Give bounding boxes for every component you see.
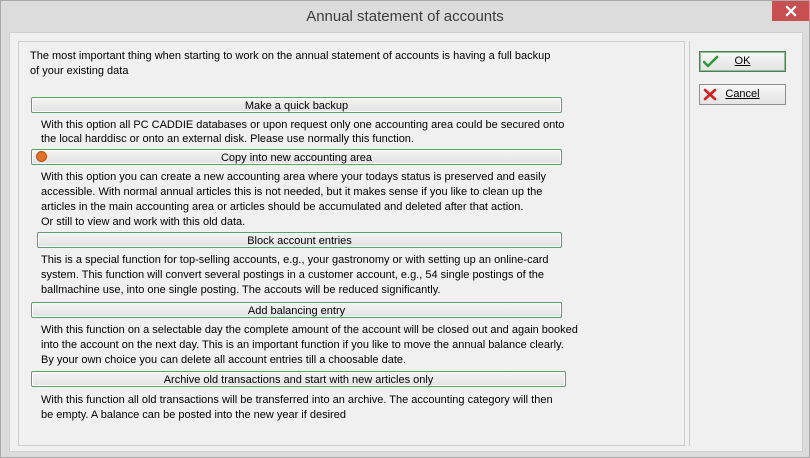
section-text: ballmachine use, into one single posting. The accouts will be reduced significantly.: [41, 284, 441, 296]
section-text: With this function on a selectable day the complete amount of the account will be closed out and again booked: [41, 324, 578, 336]
intro-line-2: of your existing data: [30, 65, 129, 77]
copy-accounting-area-label: Copy into new accounting area: [220, 152, 373, 164]
section-text: system. This function will convert several postings in a customer account, e.g., 54 single postings of the: [41, 269, 544, 281]
section-text: into the account on the next day. This is an important function if you like to move the annual balance clearly.: [41, 339, 564, 351]
cancel-button[interactable]: [699, 84, 786, 105]
panel-divider: [689, 41, 690, 446]
window-title: Annual statement of accounts: [306, 8, 504, 25]
block-account-entries-button[interactable]: Block account entries: [37, 232, 562, 248]
section-text: the local harddisc or onto an external disk. Please use normally this function.: [41, 133, 414, 145]
archive-transactions-button[interactable]: Archive old transactions and start with new articles only: [31, 371, 566, 387]
section-text: With this function all old transactions will be transferred into an archive. The accounting category will then: [41, 394, 553, 406]
title-bar[interactable]: [1, 1, 809, 32]
copy-accounting-area-button[interactable]: [31, 149, 562, 165]
section-text: articles in the main accounting area or articles should be accumulated and deleted after that action.: [41, 201, 524, 213]
section-text: be empty. A balance can be posted into the new year if desired: [41, 409, 346, 421]
section-text: Or still to view and work with this old data.: [41, 216, 246, 228]
section-text: With this option all PC CADDIE databases or upon request only one accounting area could be secured onto: [41, 119, 565, 131]
add-balancing-entry-button[interactable]: Add balancing entry: [31, 302, 562, 318]
ok-label: OK: [734, 55, 751, 67]
intro-line-1: The most important thing when starting to work on the annual statement of accounts is having a full backup: [30, 50, 551, 62]
close-button[interactable]: [772, 1, 809, 21]
close-icon: [785, 5, 797, 17]
dialog-client-area: [9, 32, 803, 452]
ok-button[interactable]: [699, 51, 786, 72]
section-text: By your own choice you can delete all account entries till a choosable date.: [41, 354, 407, 366]
section-text: With this option you can create a new accounting area where your todays status is preserved and easily: [41, 171, 547, 183]
new-feature-icon: [36, 151, 47, 162]
quick-backup-button[interactable]: Make a quick backup: [31, 97, 562, 113]
options-panel: [18, 41, 685, 446]
section-text: This is a special function for top-selling accounts, e.g., your gastronomy or with setting up an online-card: [41, 254, 549, 266]
cancel-label: Cancel: [725, 88, 760, 100]
section-text: accessible. With normal annual articles this is not needed, but it makes sense if you like to clean up the: [41, 186, 543, 198]
